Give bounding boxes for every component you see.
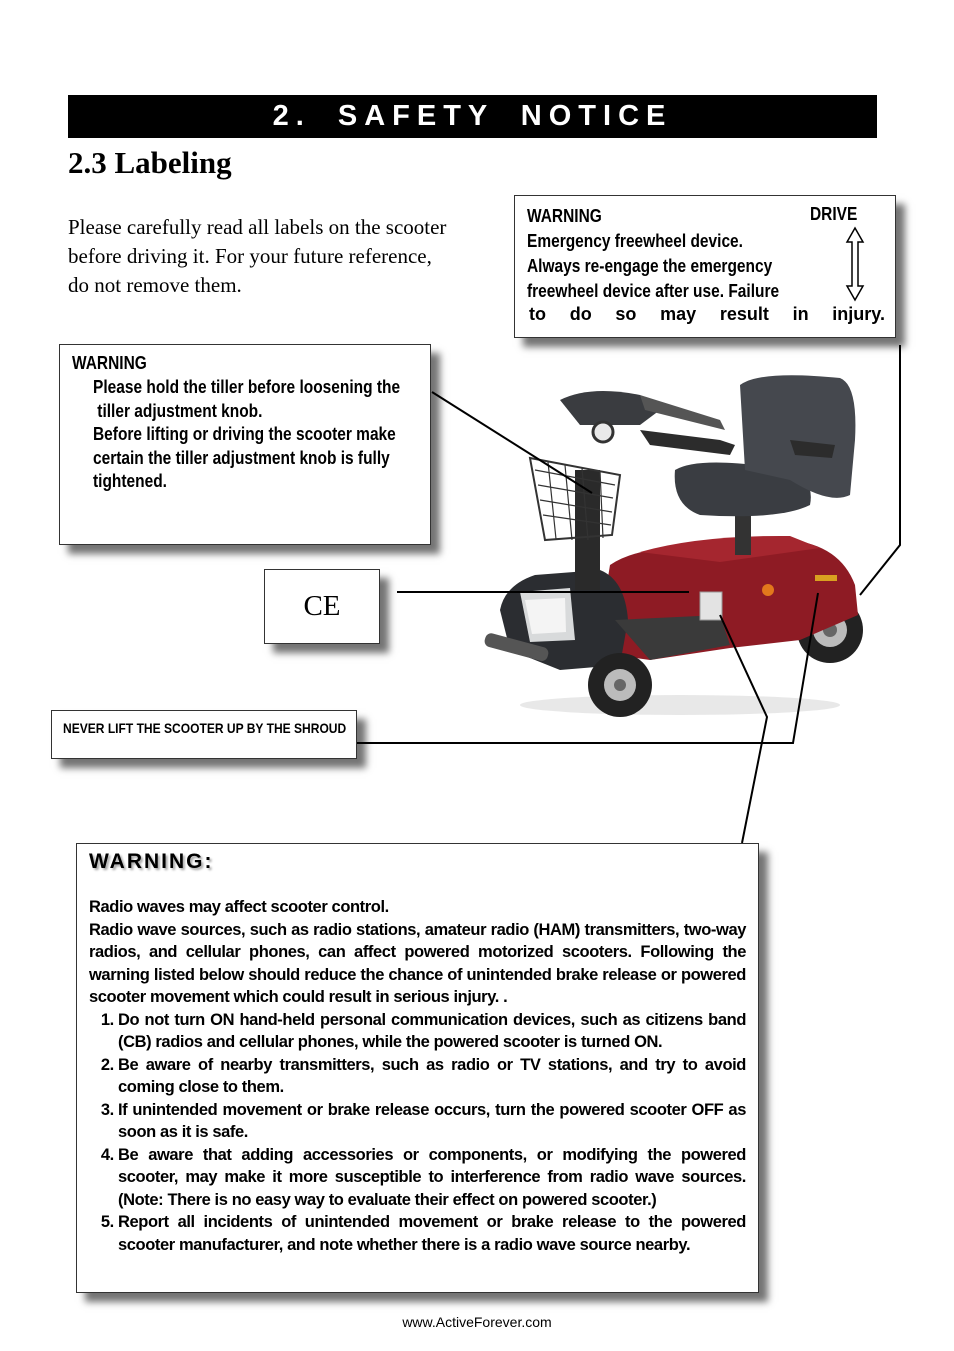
label-word: injury. xyxy=(832,304,885,324)
label-line: certain the tiller adjustment knob is fully xyxy=(93,447,390,468)
intro-line: do not remove them. xyxy=(68,273,242,297)
label-word: do xyxy=(569,304,592,324)
label-line: Please hold the tiller before loosening the xyxy=(93,377,401,397)
list-item: 5. Report all incidents of unintended movement or brake release to the powered scooter manufacturer, and note whether there is a radio wave source nearby. xyxy=(118,1211,746,1256)
ce-mark-label xyxy=(264,569,380,644)
footer-url: www.ActiveForever.com xyxy=(402,1314,552,1330)
label-line: Always re-engage the emergency xyxy=(527,256,773,276)
tiller-warning-label xyxy=(59,344,431,545)
intro-line: before driving it. For your future reference, xyxy=(68,244,432,268)
section-header-title: 2. SAFETY NOTICE xyxy=(272,100,673,132)
list-item: 2. Be aware of nearby transmitters, such as radio or TV stations, and try to avoid coming close to them. xyxy=(118,1054,746,1099)
list-item: 4. Be aware that adding accessories or components, or modifying the powered scooter, may make it more susceptible to interference from radio wave sources. (Note: There is no easy way to evaluate their effect on powered scooter.) xyxy=(118,1144,746,1212)
label-paragraph: Radio waves may affect scooter control. xyxy=(89,898,389,916)
label-word: so xyxy=(615,304,637,324)
label-title: WARNING xyxy=(72,353,147,373)
label-word: result xyxy=(719,304,769,324)
double-arrow-icon xyxy=(845,226,865,302)
label-line: freewheel device after use. Failure xyxy=(527,281,780,301)
page-title: 2.3 Labeling xyxy=(68,145,232,180)
label-word: may xyxy=(660,304,697,324)
label-word: in xyxy=(792,304,809,324)
label-last-line xyxy=(529,304,885,325)
radio-wave-warning-label xyxy=(76,843,759,1293)
freewheel-warning-label xyxy=(514,195,896,338)
label-title: WARNING: xyxy=(89,850,214,873)
warning-list xyxy=(89,1009,746,1257)
shroud-warning-label xyxy=(51,710,357,759)
intro-line: Please carefully read all labels on the scooter xyxy=(68,215,447,239)
label-line: Before lifting or driving the scooter make xyxy=(93,424,396,444)
list-item: 1. Do not turn ON hand-held personal communication devices, such as citizens band (CB) radios and cellular phones, while the powered scooter is turned ON. xyxy=(118,1009,746,1054)
label-title: WARNING xyxy=(527,206,602,226)
list-item: 3. If unintended movement or brake release occurs, turn the powered scooter OFF as soon as it is safe. xyxy=(118,1099,746,1144)
label-line: tiller adjustment knob. xyxy=(93,400,263,421)
label-word: to xyxy=(529,304,546,324)
shroud-warning-text: NEVER LIFT THE SCOOTER UP BY THE SHROUD xyxy=(63,720,347,736)
label-line: Emergency freewheel device. xyxy=(527,231,743,251)
ce-mark-text: CE xyxy=(303,590,341,622)
label-paragraph: Radio wave sources, such as radio stations, amateur radio (HAM) transmitters, two-way radios, and cellular phones, can affect powered motorized scooters. Following the warning listed below should reduce the chance of unintended brake release or powered scooter movement which could result in serious injury. . xyxy=(89,920,746,1006)
label-line: tightened. xyxy=(93,471,167,491)
drive-label: DRIVE xyxy=(810,204,858,224)
